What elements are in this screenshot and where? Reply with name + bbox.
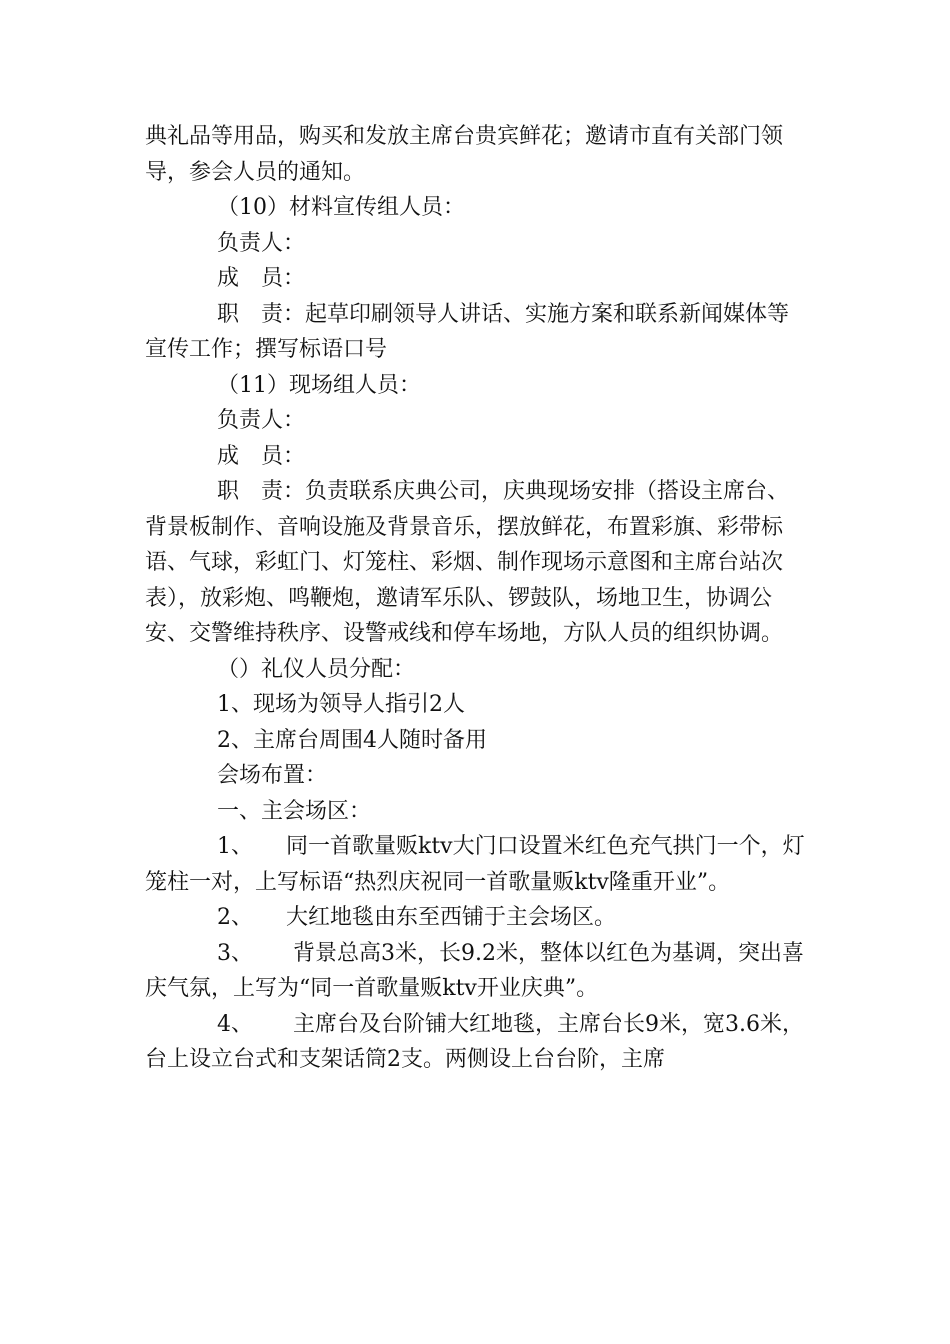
field-duties: 职 责：负责联系庆典公司，庆典现场安排（搭设主席台、背景板制作、音响设施及背景音乐，摆放鲜花，布置彩旗、彩带标语、气球，彩虹门、灯笼柱、彩烟、制作现场示意图和主席台站次表），放彩炮、鸣鞭炮，邀请军乐队、锣鼓队，场地卫生，协调公安、交警维持秩序、设警戒线和停车场地，方队人员的组织协调。 — [145, 479, 790, 646]
field-members: 成 员： — [217, 266, 306, 291]
section-heading-venue-layout: 会场布置： — [217, 763, 328, 788]
field-duties: 职 责：起草印刷领导人讲话、实施方案和联系新闻媒体等宣传工作；撰写标语口号 — [145, 301, 790, 362]
section-heading-materials-group: （10）材料宣传组人员： — [217, 195, 465, 220]
section-heading-site-group: （11）现场组人员： — [217, 372, 421, 398]
paragraph-continuation: 典礼品等用品，购买和发放主席台贵宾鲜花；邀请市直有关部门领导，参会人员的通知。 — [145, 124, 784, 185]
list-item: 2、主席台周围4人随时备用 — [217, 727, 487, 753]
list-item: 4、 主席台及台阶铺大红地毯，主席台长9米，宽3.6米，台上设立台式和支架话筒2支。两侧设上台台阶，主席 — [145, 1011, 804, 1072]
subsection-heading-main-venue: 一、主会场区： — [217, 798, 372, 824]
field-members: 成 员： — [217, 443, 306, 469]
list-item: 2、 大红地毯由东至西铺于主会场区。 — [217, 905, 616, 930]
section-heading-etiquette-staff: （）礼仪人员分配： — [217, 656, 416, 682]
field-person-in-charge: 负责人： — [217, 230, 306, 256]
list-item: 1、 同一首歌量贩ktv大门口设置米红色充气拱门一个，灯笼柱一对，上写标语“热烈庆祝同一首歌量贩ktv隆重开业”。 — [145, 834, 805, 895]
list-item: 1、现场为领导人指引2人 — [217, 692, 465, 717]
document-body — [145, 119, 807, 1078]
list-item: 3、 背景总高3米，长9.2米，整体以红色为基调，突出喜庆气氛，上写为“同一首歌量贩ktv开业庆典”。 — [145, 940, 804, 1001]
field-person-in-charge: 负责人： — [217, 408, 306, 433]
